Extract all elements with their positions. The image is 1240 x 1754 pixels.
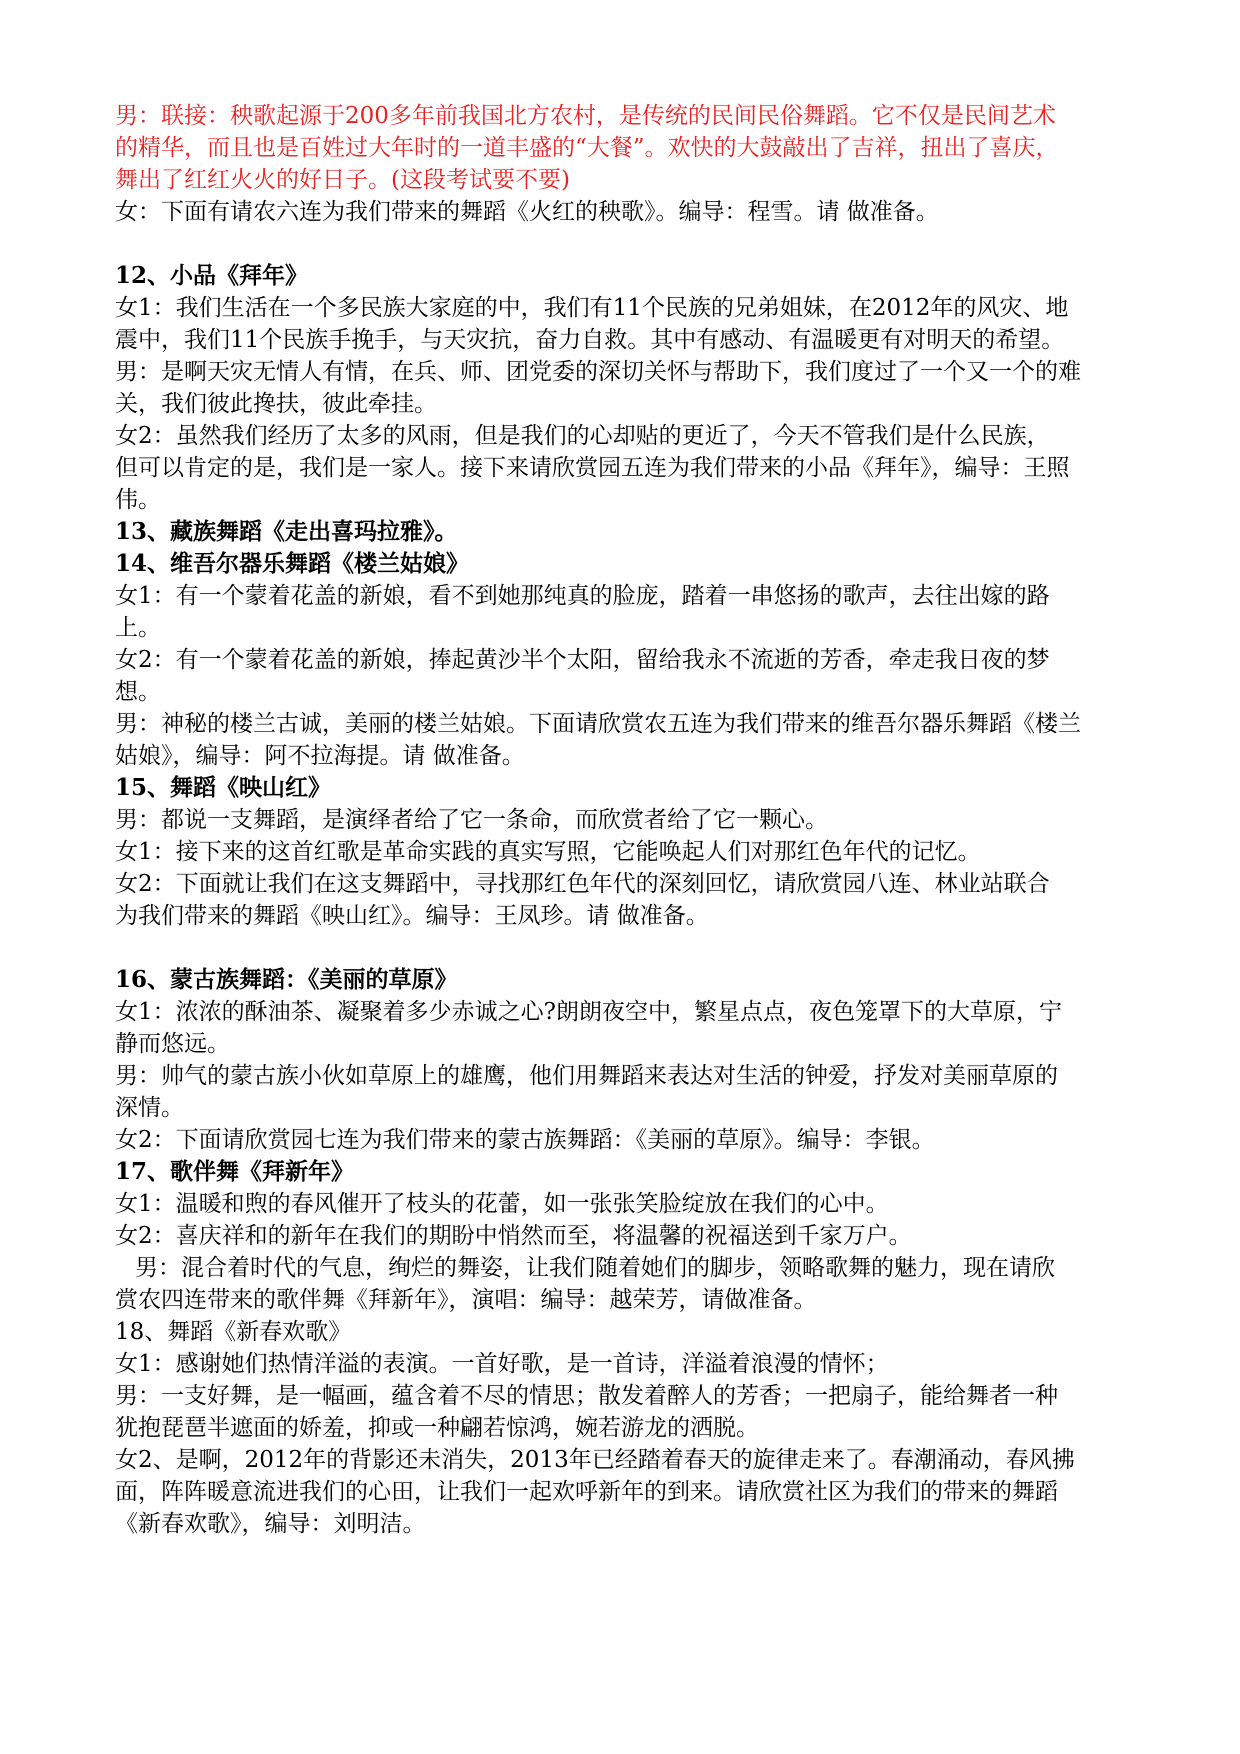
blank-line xyxy=(115,228,1145,260)
text-line-red: 的精华，而且也是百姓过大年时的一道丰盛的“大餐”。欢快的大鼓敲出了吉祥，扭出了喜庆， xyxy=(115,135,1059,161)
text-line: 但可以肯定的是，我们是一家人。接下来请欣赏园五连为我们带来的小品《拜年》，编导：王照 xyxy=(115,455,1070,481)
text-line: 赏农四连带来的歌伴舞《拜新年》，演唱：编导：越荣芳，请做准备。 xyxy=(115,1287,817,1313)
text-line: 深情。 xyxy=(115,1095,184,1121)
section-heading: 15、舞蹈《映山红》 xyxy=(115,774,332,801)
section-heading: 14、维吾尔器乐舞蹈《楼兰姑娘》 xyxy=(115,550,470,577)
text-line: 男：一支好舞，是一幅画，蕴含着不尽的情思；散发着醉人的芳香；一把扇子，能给舞者一种 xyxy=(115,1383,1058,1409)
text-line: 女1：感谢她们热情洋溢的表演。一首好歌，是一首诗，洋溢着浪漫的情怀； xyxy=(115,1351,889,1377)
document-page xyxy=(115,100,1145,1540)
text-line: 女1：接下来的这首红歌是革命实践的真实写照，它能唤起人们对那红色年代的记忆。 xyxy=(115,839,981,865)
section-heading: 16、蒙古族舞蹈：《美丽的草原》 xyxy=(115,966,458,993)
text-line: 女1：有一个蒙着花盖的新娘，看不到她那纯真的脸庞，踏着一串悠扬的歌声，去往出嫁的路 xyxy=(115,583,1050,609)
section-heading: 13、藏族舞蹈《走出喜玛拉雅》。 xyxy=(115,518,458,545)
text-line: 男：帅气的蒙古族小伙如草原上的雄鹰，他们用舞蹈来表达对生活的钟爱，抒发对美丽草原的 xyxy=(115,1063,1058,1089)
text-line: 伟。 xyxy=(115,487,161,513)
text-line: 男：神秘的楼兰古诚，美丽的楼兰姑娘。下面请欣赏农五连为我们带来的维吾尔器乐舞蹈《楼兰 xyxy=(115,711,1081,737)
text-line: 女：下面有请农六连为我们带来的舞蹈《火红的秧歌》。编导：程雪。请 做准备。 xyxy=(115,199,939,225)
text-line: 男：都说一支舞蹈，是演绎者给了它一条命，而欣赏者给了它一颗心。 xyxy=(115,807,828,833)
text-line: 震中，我们11个民族手挽手，与天灾抗，奋力自救。其中有感动、有温暖更有对明天的希望。 xyxy=(115,327,1065,353)
text-line: 静而悠远。 xyxy=(115,1031,230,1057)
text-line: 犹抱琵琶半遮面的娇羞，抑或一种翩若惊鸿，婉若游龙的洒脱。 xyxy=(115,1415,759,1441)
blank-line xyxy=(115,932,1145,964)
text-line: 女2：虽然我们经历了太多的风雨，但是我们的心却贴的更近了，今天不管我们是什么民族， xyxy=(115,423,1050,449)
text-line: 男：混合着时代的气息，绚烂的舞姿，让我们随着她们的脚步，领略歌舞的魅力，现在请欣 xyxy=(135,1255,1055,1281)
text-line: 女1：我们生活在一个多民族大家庭的中，我们有11个民族的兄弟姐妹，在2012年的风灾、地 xyxy=(115,295,1069,321)
text-line: 男：是啊天灾无情人有情，在兵、师、团党委的深切关怀与帮助下，我们度过了一个又一个的难 xyxy=(115,359,1081,385)
text-line: 女1：温暖和煦的春风催开了枝头的花蕾，如一张张笑脸绽放在我们的心中。 xyxy=(115,1191,889,1217)
section-heading: 12、小品《拜年》 xyxy=(115,262,309,289)
text-line-red: 舞出了红红火火的好日子。(这段考试要不要) xyxy=(115,167,570,193)
section-heading: 17、歌伴舞《拜新年》 xyxy=(115,1158,355,1185)
text-line: 女2：喜庆祥和的新年在我们的期盼中悄然而至，将温馨的祝福送到千家万户。 xyxy=(115,1223,912,1249)
text-line: 姑娘》，编导：阿不拉海提。请 做准备。 xyxy=(115,743,525,769)
text-line: 《新春欢歌》，编导：刘明洁。 xyxy=(115,1511,426,1537)
text-line-red: 男：联接：秧歌起源于200多年前我国北方农村，是传统的民间民俗舞蹈。它不仅是民间艺术 xyxy=(115,103,1056,129)
text-line: 想。 xyxy=(115,679,161,705)
text-line: 女2、是啊，2012年的背影还未消失，2013年已经踏着春天的旋律走来了。春潮涌动，春风拂 xyxy=(115,1447,1075,1473)
text-line: 女2：下面就让我们在这支舞蹈中，寻找那红色年代的深刻回忆，请欣赏园八连、林业站联合 xyxy=(115,871,1050,897)
text-line: 上。 xyxy=(115,615,161,641)
text-line: 女2：下面请欣赏园七连为我们带来的蒙古族舞蹈：《美丽的草原》。编导：李银。 xyxy=(115,1127,935,1153)
text-line: 面，阵阵暖意流进我们的心田，让我们一起欢呼新年的到来。请欣赏社区为我们的带来的舞蹈 xyxy=(115,1479,1058,1505)
text-line: 关，我们彼此搀扶，彼此牵挂。 xyxy=(115,391,437,417)
text-line: 女2：有一个蒙着花盖的新娘，捧起黄沙半个太阳，留给我永不流逝的芳香，牵走我日夜的梦 xyxy=(115,647,1050,673)
text-line: 女1：浓浓的酥油茶、凝聚着多少赤诚之心?朗朗夜空中，繁星点点，夜色笼罩下的大草原，宁 xyxy=(115,999,1062,1025)
section-heading-plain: 18、舞蹈《新春欢歌》 xyxy=(115,1319,352,1345)
text-line: 为我们带来的舞蹈《映山红》。编导：王凤珍。请 做准备。 xyxy=(115,903,709,929)
